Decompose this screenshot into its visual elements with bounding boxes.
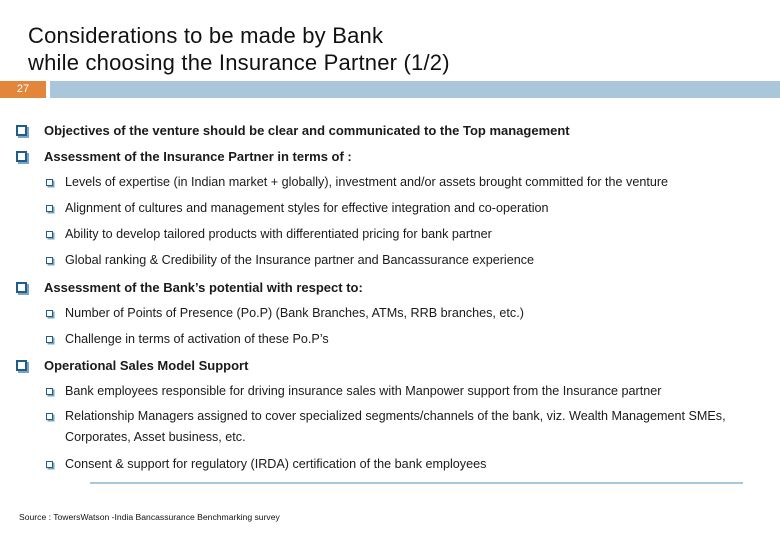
list-item-text: Assessment of the Insurance Partner in terms of : [44,149,352,164]
list-item [16,123,570,138]
list-item-text: Number of Points of Presence (Po.P) (Bank Branches, ATMs, RRB branches, etc.) [65,306,524,320]
square-bullet-icon [16,360,27,371]
square-bullet-icon [46,461,53,468]
list-item-text: Objectives of the venture should be clear and communicated to the Top management [44,123,570,138]
footer-divider [90,482,743,484]
square-bullet-icon [16,125,27,136]
list-item [46,406,765,448]
square-bullet-icon [46,179,53,186]
square-bullet-icon [16,282,27,293]
list-item-text: Bank employees responsible for driving insurance sales with Manpower support from the Insurance partner [65,384,662,398]
list-item-text: Consent & support for regulatory (IRDA) certification of the bank employees [65,457,487,471]
list-item-text: Challenge in terms of activation of these Po.P’s [65,332,329,346]
list-item-text: Levels of expertise (in Indian market + globally), investment and/or assets brought committed for the venture [65,175,669,189]
list-item-text: Ability to develop tailored products with differentiated pricing for bank partner [65,227,492,241]
list-item [16,280,363,295]
square-bullet-icon [16,151,27,162]
header-divider-bar [50,81,780,98]
list-item-text: Assessment of the Bank’s potential with respect to: [44,280,363,295]
title-line-1: Considerations to be made by Bank [28,23,384,48]
square-bullet-icon [46,388,53,395]
title-line-2: while choosing the Insurance Partner (1/2) [28,50,450,75]
square-bullet-icon [46,205,53,212]
list-item [46,303,765,324]
list-item [46,198,765,219]
list-item-text: Operational Sales Model Support [44,358,249,373]
square-bullet-icon [46,310,53,317]
source-note: Source : TowersWatson -India Bancassurance Benchmarking survey [19,512,280,522]
square-bullet-icon [46,231,53,238]
list-item-text: Alignment of cultures and management styles for effective integration and co-operation [65,201,549,215]
list-item [46,454,765,475]
square-bullet-icon [46,413,53,420]
square-bullet-icon [46,336,53,343]
slide-number: 27 [0,81,46,98]
list-item-text: Global ranking & Credibility of the Insurance partner and Bancassurance experience [65,253,535,267]
list-item [46,224,765,245]
list-item [46,250,765,271]
page-title [28,22,450,76]
list-item-text: Relationship Managers assigned to cover specialized segments/channels of the bank, viz. Wealth Management SMEs, Corporates, Asset business, etc. [65,409,726,444]
square-bullet-icon [46,257,53,264]
list-item [16,358,248,373]
list-item [46,381,765,402]
list-item [46,172,765,193]
list-item [46,329,765,350]
list-item [16,149,352,164]
